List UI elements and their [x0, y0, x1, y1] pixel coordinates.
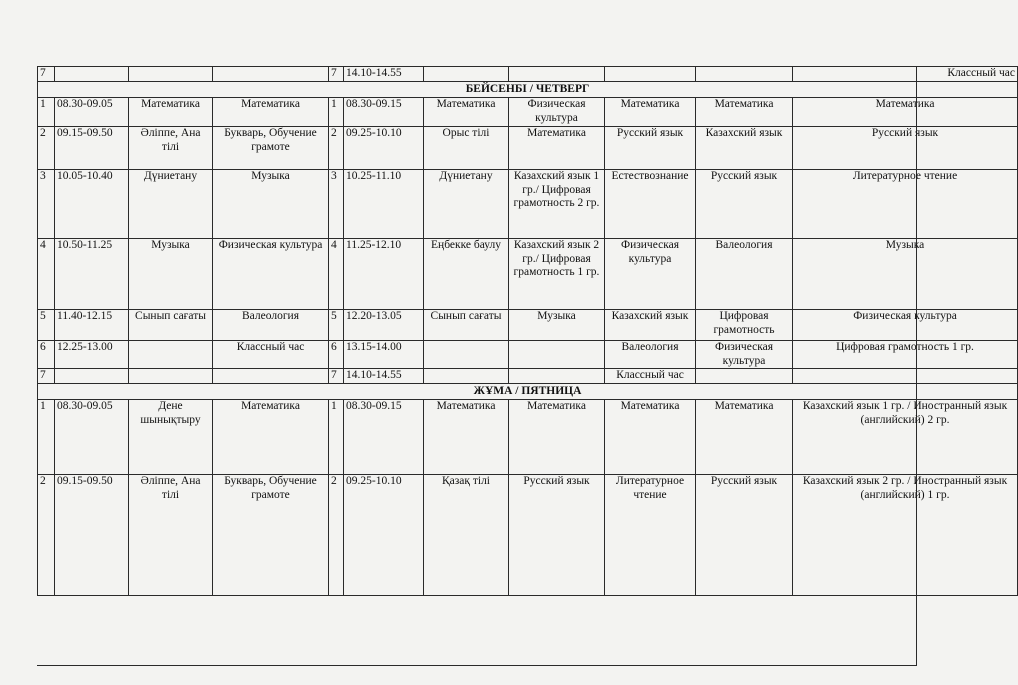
subject-cell: [509, 67, 605, 82]
subject-cell: [129, 369, 213, 384]
subject-cell: Сынып сағаты: [424, 310, 509, 341]
subject-cell: Естествознание: [605, 170, 696, 239]
lesson-number: 1: [329, 98, 344, 127]
table-row: [38, 310, 1018, 341]
subject-cell: Казахский язык 2 гр./ Цифровая грамотность 1 гр.: [509, 239, 605, 310]
subject-cell: Казахский язык 2 гр. / Иностранный язык (английский) 1 гр.: [793, 475, 1018, 596]
subject-cell: [793, 369, 1018, 384]
subject-cell: Музыка: [129, 239, 213, 310]
subject-cell: Букварь, Обучение грамоте: [213, 127, 329, 170]
time-slot: 09.15-09.50: [55, 475, 129, 596]
lesson-number: 4: [329, 239, 344, 310]
subject-cell: [213, 369, 329, 384]
time-slot: 12.20-13.05: [344, 310, 424, 341]
subject-cell: Математика: [696, 98, 793, 127]
subject-cell: Литературное чтение: [793, 170, 1018, 239]
time-slot: 10.25-11.10: [344, 170, 424, 239]
table-row: [38, 127, 1018, 170]
subject-cell: Дене шынықтыру: [129, 400, 213, 475]
subject-cell: Физическая культура: [793, 310, 1018, 341]
time-slot: 09.25-10.10: [344, 127, 424, 170]
time-slot: 14.10-14.55: [344, 67, 424, 82]
timetable: [37, 66, 1018, 596]
subject-cell: Дүниетану: [424, 170, 509, 239]
day-header-row: [38, 384, 1018, 400]
subject-cell: [129, 341, 213, 369]
lesson-number: 2: [38, 475, 55, 596]
subject-cell: Физическая культура: [696, 341, 793, 369]
subject-cell: Букварь, Обучение грамоте: [213, 475, 329, 596]
time-slot: 08.30-09.05: [55, 98, 129, 127]
lesson-number: 5: [329, 310, 344, 341]
subject-cell: Математика: [424, 98, 509, 127]
subject-cell: Физическая культура: [509, 98, 605, 127]
subject-cell: Математика: [129, 98, 213, 127]
subject-cell: Классный час: [213, 341, 329, 369]
subject-cell: Әліппе, Ана тілі: [129, 127, 213, 170]
time-slot: [55, 67, 129, 82]
time-slot: 08.30-09.15: [344, 400, 424, 475]
subject-cell: Математика: [793, 98, 1018, 127]
subject-cell: Математика: [213, 98, 329, 127]
lesson-number: 6: [38, 341, 55, 369]
lesson-number: 2: [329, 127, 344, 170]
subject-cell: Физическая культура: [213, 239, 329, 310]
time-slot: 09.25-10.10: [344, 475, 424, 596]
time-slot: 12.25-13.00: [55, 341, 129, 369]
subject-cell: Математика: [509, 127, 605, 170]
time-slot: 14.10-14.55: [344, 369, 424, 384]
day-title: ЖҰМА / ПЯТНИЦА: [38, 384, 1018, 400]
lesson-number: 7: [38, 67, 55, 82]
subject-cell: Математика: [424, 400, 509, 475]
time-slot: 10.50-11.25: [55, 239, 129, 310]
subject-cell: [696, 67, 793, 82]
subject-cell: Русский язык: [509, 475, 605, 596]
time-slot: 11.40-12.15: [55, 310, 129, 341]
time-slot: 08.30-09.15: [344, 98, 424, 127]
lesson-number: 2: [329, 475, 344, 596]
table-row: [38, 400, 1018, 475]
subject-cell: Казахский язык 1 гр./ Цифровая грамотность 2 гр.: [509, 170, 605, 239]
time-slot: 10.05-10.40: [55, 170, 129, 239]
subject-cell: [509, 369, 605, 384]
subject-cell: Классный час: [793, 67, 1018, 82]
subject-cell: Русский язык: [696, 170, 793, 239]
subject-cell: Математика: [605, 98, 696, 127]
timetable-sheet: [37, 66, 1015, 666]
subject-cell: Классный час: [605, 369, 696, 384]
subject-cell: Литературное чтение: [605, 475, 696, 596]
subject-cell: Русский язык: [696, 475, 793, 596]
lesson-number: 6: [329, 341, 344, 369]
subject-cell: [424, 369, 509, 384]
table-row: [38, 67, 1018, 82]
subject-cell: Русский язык: [793, 127, 1018, 170]
subject-cell: Сынып сағаты: [129, 310, 213, 341]
subject-cell: [424, 67, 509, 82]
lesson-number: 7: [329, 67, 344, 82]
table-row: [38, 239, 1018, 310]
subject-cell: Казахский язык: [696, 127, 793, 170]
subject-cell: Валеология: [696, 239, 793, 310]
subject-cell: Музыка: [213, 170, 329, 239]
subject-cell: Казахский язык: [605, 310, 696, 341]
subject-cell: [424, 341, 509, 369]
subject-cell: Әліппе, Ана тілі: [129, 475, 213, 596]
lesson-number: 7: [329, 369, 344, 384]
table-row: [38, 341, 1018, 369]
timetable-body: [38, 67, 1018, 596]
subject-cell: [509, 341, 605, 369]
table-row: [38, 475, 1018, 596]
subject-cell: Қазақ тілі: [424, 475, 509, 596]
day-header-row: [38, 82, 1018, 98]
lesson-number: 1: [38, 400, 55, 475]
subject-cell: [696, 369, 793, 384]
subject-cell: [213, 67, 329, 82]
subject-cell: Русский язык: [605, 127, 696, 170]
subject-cell: Физическая культура: [605, 239, 696, 310]
lesson-number: 4: [38, 239, 55, 310]
lesson-number: 5: [38, 310, 55, 341]
time-slot: 08.30-09.05: [55, 400, 129, 475]
subject-cell: Цифровая грамотность: [696, 310, 793, 341]
subject-cell: Дүниетану: [129, 170, 213, 239]
time-slot: 09.15-09.50: [55, 127, 129, 170]
subject-cell: Математика: [509, 400, 605, 475]
time-slot: 11.25-12.10: [344, 239, 424, 310]
time-slot: 13.15-14.00: [344, 341, 424, 369]
table-row: [38, 170, 1018, 239]
table-row: [38, 98, 1018, 127]
subject-cell: Еңбекке баулу: [424, 239, 509, 310]
subject-cell: Казахский язык 1 гр. / Иностранный язык (английский) 2 гр.: [793, 400, 1018, 475]
subject-cell: Орыс тілі: [424, 127, 509, 170]
lesson-number: 1: [329, 400, 344, 475]
subject-cell: Математика: [605, 400, 696, 475]
lesson-number: 3: [329, 170, 344, 239]
subject-cell: [129, 67, 213, 82]
subject-cell: Математика: [213, 400, 329, 475]
subject-cell: Музыка: [793, 239, 1018, 310]
lesson-number: 7: [38, 369, 55, 384]
subject-cell: Цифровая грамотность 1 гр.: [793, 341, 1018, 369]
lesson-number: 2: [38, 127, 55, 170]
table-row: [38, 369, 1018, 384]
lesson-number: 1: [38, 98, 55, 127]
subject-cell: Валеология: [213, 310, 329, 341]
time-slot: [55, 369, 129, 384]
subject-cell: Математика: [696, 400, 793, 475]
day-title: БЕЙСЕНБІ / ЧЕТВЕРГ: [38, 82, 1018, 98]
subject-cell: Валеология: [605, 341, 696, 369]
subject-cell: Музыка: [509, 310, 605, 341]
subject-cell: [605, 67, 696, 82]
lesson-number: 3: [38, 170, 55, 239]
